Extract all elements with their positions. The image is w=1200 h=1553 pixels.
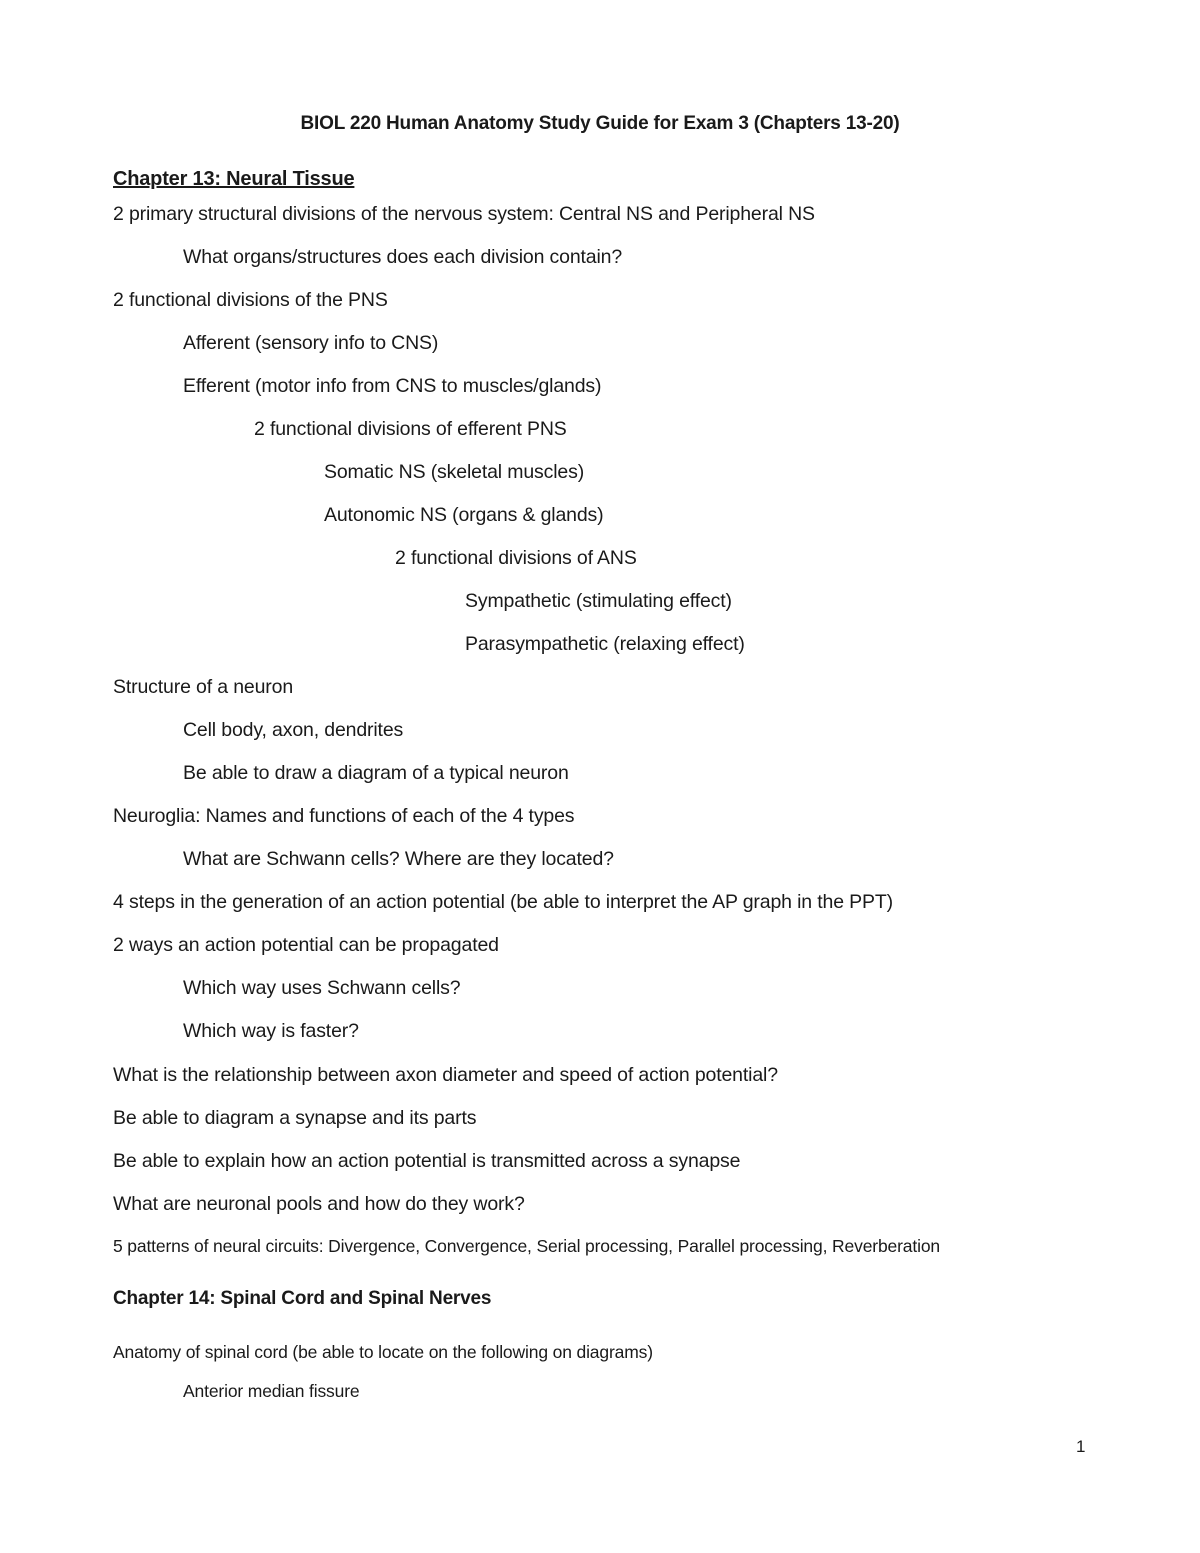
list-item: Be able to explain how an action potential is transmitted across a synapse: [113, 1150, 741, 1172]
list-item: Which way is faster?: [183, 1020, 359, 1042]
list-item: Which way uses Schwann cells?: [183, 977, 461, 999]
list-item: What is the relationship between axon diameter and speed of action potential?: [113, 1064, 778, 1086]
list-item: 2 functional divisions of efferent PNS: [254, 418, 567, 440]
list-item: Be able to draw a diagram of a typical neuron: [183, 762, 569, 784]
list-item: What organs/structures does each division contain?: [183, 246, 623, 268]
list-item: 5 patterns of neural circuits: Divergence, Convergence, Serial processing, Parallel processing, Reverberation: [113, 1236, 940, 1256]
list-item: Be able to diagram a synapse and its parts: [113, 1107, 477, 1129]
list-item: Afferent (sensory info to CNS): [183, 332, 439, 354]
list-item: What are Schwann cells? Where are they located?: [183, 848, 614, 870]
list-item: Cell body, axon, dendrites: [183, 719, 404, 741]
list-item: 2 functional divisions of the PNS: [113, 289, 388, 311]
document-title: BIOL 220 Human Anatomy Study Guide for Exam 3 (Chapters 13-20): [300, 113, 900, 134]
chapter-13-heading: Chapter 13: Neural Tissue: [113, 168, 355, 190]
chapter-14-heading: Chapter 14: Spinal Cord and Spinal Nerves: [113, 1288, 492, 1309]
list-item: What are neuronal pools and how do they work?: [113, 1193, 525, 1215]
list-item: 2 functional divisions of ANS: [395, 547, 637, 569]
page-number: 1: [1076, 1437, 1086, 1456]
list-item: Somatic NS (skeletal muscles): [324, 461, 585, 483]
list-item: 2 primary structural divisions of the nervous system: Central NS and Peripheral NS: [113, 203, 815, 225]
list-item: Autonomic NS (organs & glands): [324, 504, 604, 526]
list-item: Structure of a neuron: [113, 676, 294, 698]
list-item: Neuroglia: Names and functions of each of the 4 types: [113, 805, 575, 827]
list-item: Anatomy of spinal cord (be able to locate on the following on diagrams): [113, 1342, 653, 1362]
list-item: Anterior median fissure: [183, 1381, 360, 1401]
list-item: 2 ways an action potential can be propagated: [113, 934, 499, 956]
list-item: Parasympathetic (relaxing effect): [465, 633, 745, 655]
list-item: Sympathetic (stimulating effect): [465, 590, 732, 612]
list-item: 4 steps in the generation of an action potential (be able to interpret the AP graph in the PPT): [113, 891, 893, 913]
list-item: Efferent (motor info from CNS to muscles/glands): [183, 375, 602, 397]
